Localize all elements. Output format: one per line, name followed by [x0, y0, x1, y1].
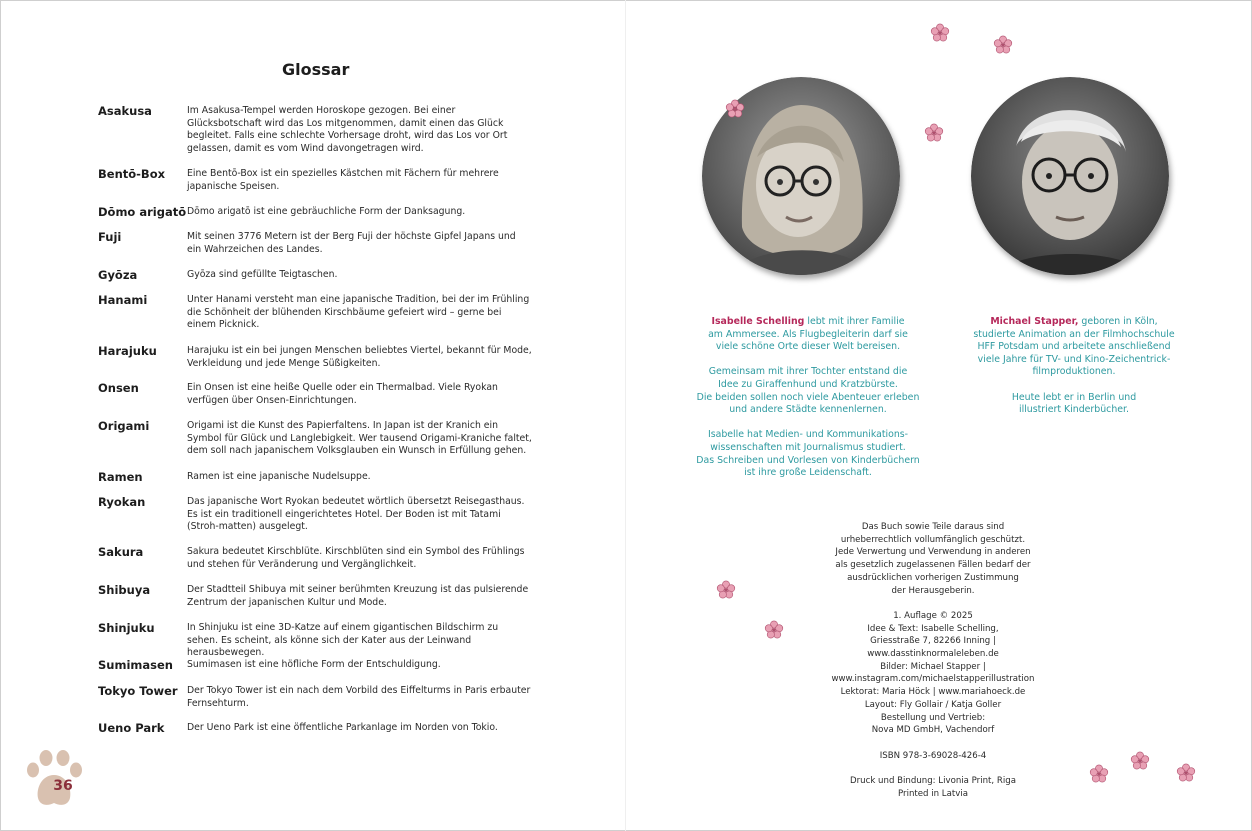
page-gutter — [625, 0, 626, 831]
glossary-definition: Ein Onsen ist eine heiße Quelle oder ein Thermalbad. Viele Ryokan verfügen über Onsen-Einrichtungen. — [187, 382, 498, 406]
author-portrait-michael — [971, 77, 1169, 275]
glossary-term: Shibuya — [98, 583, 151, 597]
bio-text: geboren in Köln, studierte Animation an der Filmhochschule HFF Potsdam und arbeitete anschließend viele Jahre für TV- und Kino-Zeichentrick- filmproduktionen. — [973, 316, 1175, 378]
cherry-blossom-icon — [764, 620, 784, 640]
imprint-copyright: Das Buch sowie Teile daraus sind urheberrechtlich vollumfänglich geschützt. Jede Verwertung und Verwendung in anderen als gesetzlich zugelassenen Fällen bedarf der ausdrücklichen vorherigen Zustimmung der Herausgeberin. — [835, 522, 1031, 596]
glossary-definition: Dōmo arigatō ist eine gebräuchliche Form der Danksagung. — [187, 206, 466, 217]
glossary-term: Sumimasen — [98, 658, 173, 672]
glossary-definition: Eine Bentō-Box ist ein spezielles Kästchen mit Fächern für mehrere japanische Speisen. — [187, 168, 499, 192]
cherry-blossom-icon — [930, 23, 950, 43]
bio-paragraph: Gemeinsam mit ihrer Tochter entstand die Idee zu Giraffenhund und Kratzbürste. Die beiden sollen noch viele Abenteuer erleben und andere Städte kennenlernen. — [696, 366, 920, 416]
cherry-blossom-icon — [924, 123, 944, 143]
glossary-term: Ryokan — [98, 495, 146, 509]
imprint-isbn: ISBN 978-3-69028-426-4 — [879, 750, 987, 761]
cherry-blossom-icon — [1176, 763, 1196, 783]
glossary-term: Gyōza — [98, 268, 138, 282]
glossary-definition: Sumimasen ist eine höfliche Form der Entschuldigung. — [187, 659, 441, 670]
glossary-term: Bentō-Box — [98, 167, 166, 181]
glossary-term: Harajuku — [98, 344, 157, 358]
cherry-blossom-icon — [1089, 764, 1109, 784]
glossary-term: Tokyo Tower — [98, 684, 178, 698]
glossary-definition: Gyōza sind gefüllte Teigtaschen. — [187, 269, 338, 280]
bio-paragraph: Heute lebt er in Berlin und illustriert Kinderbücher. — [1011, 391, 1137, 416]
glossary-definition: In Shinjuku ist eine 3D-Katze auf einem gigantischen Bildschirm zu sehen. Es scheint, als könne sich der Kater aus der Leinwand herausbewegen. — [187, 622, 499, 659]
glossary-definition: Sakura bedeutet Kirschblüte. Kirschblüten sind ein Symbol des Frühlings und stehen für Veränderung und Vergänglichkeit. — [187, 546, 525, 570]
bio-michael — [958, 316, 1190, 429]
glossary-term: Shinjuku — [98, 621, 155, 635]
cherry-blossom-icon — [993, 35, 1013, 55]
imprint-print: Druck und Bindung: Livonia Print, Riga Printed in Latvia — [850, 776, 1016, 799]
cherry-blossom-icon — [716, 580, 736, 600]
page-number: 36 — [53, 778, 73, 794]
bio-isabelle-intro — [690, 316, 926, 354]
cherry-blossom-icon — [725, 99, 745, 119]
glossary-definition: Unter Hanami versteht man eine japanische Tradition, bei der im Frühling die Schönheit der blühenden Kirschbäume gefeiert wird – gerne bei einem Picknick. — [187, 294, 530, 331]
glossary-title: Glossar — [282, 60, 350, 79]
glossary-definition: Im Asakusa-Tempel werden Horoskope gezogen. Bei einer Glücksbotschaft wird das Los mitgenommen, damit einen das Glück begleitet. Falls eine schlechte Vorhersage droht, wird das Los vor Ort gelassen, damit es vom Wind davongetragen wird. — [187, 105, 508, 154]
left-page — [0, 0, 625, 831]
bio-michael-intro — [958, 316, 1190, 379]
imprint — [806, 521, 1060, 813]
imprint-credits: 1. Auflage © 2025 Idee & Text: Isabelle Schelling, Griesstraße 7, 82266 Inning | www.dasstinknormaleleben.de Bilder: Michael Stapper | www.instagram.com/michaelstapperillustration Lektorat: Maria Höck | www.mariahoeck.de Layout: Fly Gollair / Katja Goller Bestellung und Vertrieb: Nova MD GmbH, Vachendorf — [831, 610, 1035, 736]
glossary-definition: Der Ueno Park ist eine öffentliche Parkanlage im Norden von Tokio. — [187, 722, 498, 733]
glossary-term: Fuji — [98, 230, 122, 244]
glossary-definition: Der Stadtteil Shibuya mit seiner berühmten Kreuzung ist das pulsierende Zentrum der japanischen Kultur und Mode. — [187, 584, 529, 608]
bio-text: lebt mit ihrer Familie am Ammersee. Als Flugbegleiterin darf sie viele schöne Orte dieser Welt bereisen. — [708, 316, 908, 353]
cherry-blossom-icon — [1130, 751, 1150, 771]
glossary-term: Ramen — [98, 470, 143, 484]
author-name-michael: Michael Stapper, — [990, 316, 1079, 327]
glossary-definition: Origami ist die Kunst des Papierfaltens. In Japan ist der Kranich ein Symbol für Glück und Langlebigkeit. Wer tausend Origami-Kraniche faltet, dem soll nach japanischem Volksglauben ein Wunsch in Erfüllung gehen. — [187, 420, 532, 457]
glossary-term: Onsen — [98, 381, 139, 395]
bio-paragraph: Isabelle hat Medien- und Kommunikations- wissenschaften mit Journalismus studiert. Das Schreiben und Vorlesen von Kinderbüchern ist ihre große Leidenschaft. — [696, 429, 920, 479]
glossary-term: Sakura — [98, 545, 144, 559]
glossary-definition: Der Tokyo Tower ist ein nach dem Vorbild des Eiffelturms in Paris erbauter Fernsehturm. — [187, 685, 531, 709]
glossary-term: Ueno Park — [98, 721, 165, 735]
glossary-definition: Harajuku ist ein bei jungen Menschen beliebtes Viertel, bekannt für Mode, Verkleidung und jede Menge Süßigkeiten. — [187, 345, 532, 369]
glossary-definition: Ramen ist eine japanische Nudelsuppe. — [187, 471, 371, 482]
glossary-term: Dōmo arigatō — [98, 205, 187, 219]
glossary-term: Hanami — [98, 293, 148, 307]
bio-isabelle — [690, 316, 926, 492]
glossary-definition: Das japanische Wort Ryokan bedeutet wörtlich übersetzt Reisegasthaus. Es ist ein traditionell eingerichtetes Hotel. Der Boden ist mit Tatami (Stroh-matten) ausgelegt. — [187, 496, 525, 533]
glossary-term: Origami — [98, 419, 150, 433]
glossary-definition: Mit seinen 3776 Metern ist der Berg Fuji der höchste Gipfel Japans und ein Wahrzeichen des Landes. — [187, 231, 516, 255]
author-name-isabelle: Isabelle Schelling — [711, 316, 805, 327]
glossary-term: Asakusa — [98, 104, 152, 118]
